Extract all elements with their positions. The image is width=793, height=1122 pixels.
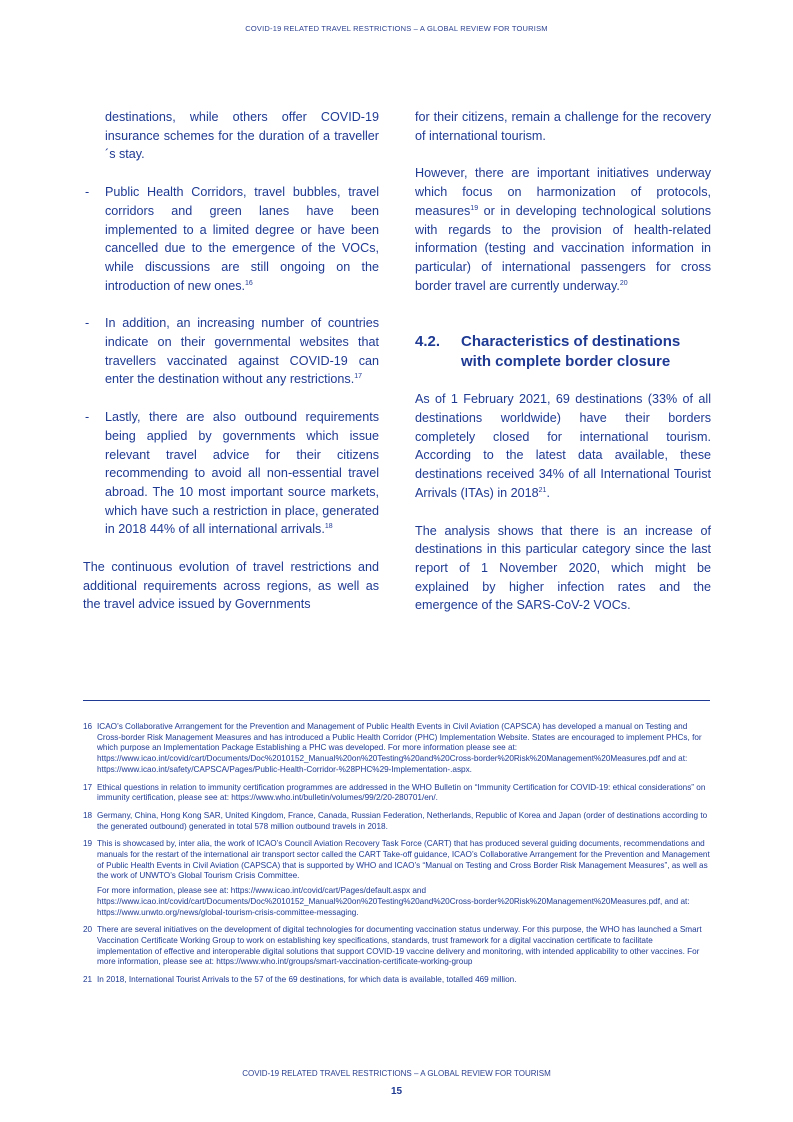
footnote-text: ICAO’s Collaborative Arrangement for the Prevention and Management of Public Health Events in Civil Aviation (CAPSCA) has developed a manual on Testing and Cross-border Risk Management Measures and has introduced a Public Health Corridor (PHC) Implementation Website. States are encouraged to implement PHCs, for which purpose an Implementation Package Establishing a PHC was developed. For more information please see at: https://www.icao.int/covid/cart/Documents/Doc%2010152_Manual%20on%20Testing%20and%20Cross-border%20Risk%20Management%20Measures.pdf and at: https://www.icao.int/safety/CAPSCA/Pages/Public-Health-Corridor-%28PHC%29-Implementation-.aspx.: [97, 722, 702, 774]
footnote-item: [83, 783, 710, 804]
closing-paragraph: The continuous evolution of travel restrictions and additional requirements across regions, as well as the travel advice issued by Governments: [83, 560, 379, 612]
footnote-text: This is showcased by, inter alia, the work of ICAO’s Council Aviation Recovery Task Force (CART) that has produced several guiding documents, recommendations and manuals for the restart of the international air transport sector called the CART Take-off guidance, ICAO’s Collaborative Arrangement for the Prevention and Management of Public Health Events in Civil Aviation (CAPSCA) that is supported by WHO and ICAO’s “Manual on Testing and Cross Border Risk Management Measures”, as well as the work of UNWTO’s Global Tourism Crisis Committee.: [97, 839, 710, 881]
border-closure-text: As of 1 February 2021, 69 destinations (33% of all destinations worldwide) have their borders completely closed for international tourism. According to the latest data available, these destinations received 34% of all International Tourist Arrivals (ITAs) in 2018: [415, 392, 711, 500]
footnote-ref[interactable]: 17: [354, 373, 363, 381]
border-closure-paragraph: [415, 390, 711, 502]
footnote-ref[interactable]: 18: [324, 523, 333, 531]
footnote-number: 21: [83, 975, 93, 985]
footnote-text: Ethical questions in relation to immunity certification programmes are addressed in the WHO Bulletin on “Immunity Certification for COVID-19: ethical considerations” on immunity certification, please see at: https://www.who.int/bulletin/volumes/99/2/20-280701/en/.: [97, 782, 706, 803]
footnote-item: [83, 722, 710, 776]
left-continuation-text: destinations, while others offer COVID-19 insurance schemes for the duration of a traveller´s stay.: [105, 110, 379, 162]
footnote-item: [83, 975, 710, 986]
footnote-ref[interactable]: 16: [245, 279, 253, 287]
initiatives-text-b: or in developing technological solutions with regards to the provision of health-related information (testing and vaccination information in particular) of international passengers for cross border travel are currently underway.: [415, 203, 711, 293]
initiatives-text-a: However, there are important initiatives underway which focus on harmonization of protocols, measures: [415, 166, 711, 218]
page-number: 15: [390, 1086, 403, 1097]
bullet-item: [83, 183, 379, 295]
footnote-item: [83, 811, 710, 832]
bullet-text: In addition, an increasing number of countries indicate on their governmental websites that travellers vaccinated against COVID-19 can enter the destination without any restrictions.: [105, 316, 379, 387]
footer-running-title: COVID-19 RELATED TRAVEL RESTRICTIONS – A GLOBAL REVIEW FOR TOURISM: [242, 1069, 551, 1078]
footnote-item: [83, 925, 710, 968]
right-column: [415, 108, 711, 615]
bullet-dash: -: [85, 410, 90, 425]
bullet-text: Public Health Corridors, travel bubbles, travel corridors and green lanes have been implemented to a limited degree or have been cancelled due to the emergence of the VOCs, while discussions are still ongoing on the introduction of new ones.: [105, 185, 379, 293]
footnote-number: 18: [83, 810, 93, 820]
footnote-item: [83, 839, 710, 918]
left-column: [83, 108, 379, 614]
bullet-text: Lastly, there are also outbound requirements being applied by governments which issue relevant travel advice for their citizens recommending to avoid all non-essential travel abroad. The 10 most important source markets, which have such a restriction in place, generated in 2018 44% of all international arrivals.: [105, 410, 379, 537]
footnote-ref[interactable]: 20: [619, 279, 628, 287]
bullet-item: [83, 408, 379, 539]
section-heading: [415, 332, 711, 371]
section-title: Characteristics of destinations with complete border closure: [461, 333, 681, 370]
initiatives-paragraph: [415, 164, 711, 295]
bullet-item: [83, 314, 379, 389]
footnote-ref[interactable]: 19: [470, 204, 479, 212]
running-header: COVID-19 RELATED TRAVEL RESTRICTIONS – A GLOBAL REVIEW FOR TOURISM: [245, 24, 548, 33]
footnote-number: 16: [83, 722, 93, 731]
border-closure-end: .: [546, 485, 550, 500]
footnote-text: There are several initiatives on the development of digital technologies for documenting vaccination status underway. For this purpose, the WHO has launched a Smart Vaccination Certificate Working Group to work on establishing key specifications, standards, trust framework for a digital vaccination certificate to facilitate implementation of effective and interoperable digital solutions that support COVID-19 vaccine delivery and monitoring, with intended applicability to other vaccines. For more information, please see at: https://www.who.int/groups/smart-vaccination-certificate-working-group: [97, 925, 702, 967]
bullet-dash: -: [85, 185, 90, 200]
footnote-text: In 2018, International Tourist Arrivals to the 57 of the 69 destinations, for which data is available, totalled 469 million.: [97, 975, 517, 985]
bullet-dash: -: [85, 316, 90, 331]
footnote-divider: [83, 700, 710, 701]
footnote-number: 19: [83, 839, 93, 849]
footnote-text: Germany, China, Hong Kong SAR, United Kingdom, France, Canada, Russian Federation, Netherlands, Republic of Korea and Japan (order of destinations according to the generated outbound) generated in total 578 million outbound travels in 2018.: [97, 810, 708, 831]
section-number: 4.2.: [415, 333, 441, 351]
right-continuation-text: for their citizens, remain a challenge for the recovery of international tourism.: [415, 110, 711, 143]
footnote-number: 20: [83, 925, 93, 935]
footnote-number: 17: [83, 782, 93, 792]
footnote-ref[interactable]: 21: [538, 486, 547, 494]
analysis-paragraph: The analysis shows that there is an increase of destinations in this particular category since the last report of 1 November 2020, which might be explained by higher infection rates and the emergence of the SARS-CoV-2 VOCs.: [415, 523, 711, 613]
footnotes-section: [83, 722, 710, 993]
footnote-text: For more information, please see at: https://www.icao.int/covid/cart/Pages/default.aspx and https://www.icao.int/covid/cart/Documents/Doc%2010152_Manual%20on%20Testing%20and%20Cross-border%20Risk%20Management%20Measures.pdf, and at: https://www.unwto.org/news/global-tourism-crisis-committee-messaging.: [97, 886, 690, 917]
